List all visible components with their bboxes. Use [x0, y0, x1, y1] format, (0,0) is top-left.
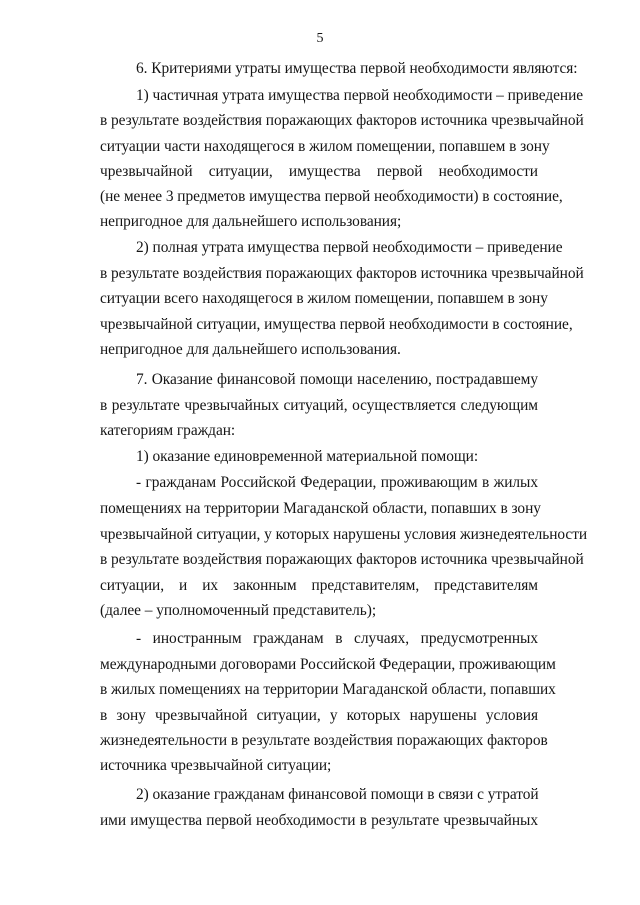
text-line: 7. Оказание финансовой помощи населению, пострадавшему	[136, 371, 538, 388]
text-line: ими имущества первой необходимости в результате чрезвычайных	[100, 812, 538, 829]
text-line: 1) частичная утрата имущества первой необходимости – приведение	[136, 87, 584, 104]
text-line: 2) полная утрата имущества первой необходимости – приведение	[136, 239, 563, 256]
text-line: - иностранным гражданам в случаях, предусмотренных	[136, 630, 538, 647]
text-line: помещениях на территории Магаданской области, попавших в зону	[100, 500, 541, 517]
text-line: в результате воздействия поражающих факторов источника чрезвычайной	[100, 551, 584, 568]
page-number: 5	[316, 31, 324, 46]
text-line: ситуации, и их законным представителям, представителям	[100, 577, 538, 594]
text-line: чрезвычайной ситуации, у которых нарушены условия жизнедеятельности	[100, 526, 588, 543]
text-line: в зону чрезвычайной ситуации, у которых нарушены условия	[100, 707, 538, 724]
text-line: в результате воздействия поражающих факторов источника чрезвычайной	[100, 112, 584, 129]
text-line: жизнедеятельности в результате воздействия поражающих факторов	[100, 732, 548, 749]
text-line: 2) оказание гражданам финансовой помощи в связи с утратой	[136, 786, 539, 803]
text-line: - гражданам Российской Федерации, проживающим в жилых	[136, 474, 538, 491]
text-line: в результате чрезвычайных ситуаций, осуществляется следующим	[100, 397, 538, 414]
text-line: категориям граждан:	[100, 422, 236, 439]
text-line: непригодное для дальнейшего использования;	[100, 213, 402, 230]
text-line: (далее – уполномоченный представитель);	[100, 602, 377, 619]
text-line: (не менее 3 предметов имущества первой необходимости) в состояние,	[100, 188, 563, 205]
text-line: чрезвычайной ситуации, имущества первой необходимости в состояние,	[100, 316, 573, 333]
text-line: непригодное для дальнейшего использования.	[100, 341, 401, 358]
text-line: в результате воздействия поражающих факторов источника чрезвычайной	[100, 265, 584, 282]
text-line: источника чрезвычайной ситуации;	[100, 757, 332, 774]
text-line: 6. Критериями утраты имущества первой необходимости являются:	[136, 60, 578, 77]
text-line: чрезвычайной ситуации, имущества первой необходимости	[100, 163, 538, 180]
text-line: международными договорами Российской Федерации, проживающим	[100, 656, 556, 673]
text-line: ситуации части находящегося в жилом помещении, попавшем в зону	[100, 138, 550, 155]
text-line: 1) оказание единовременной материальной помощи:	[136, 448, 479, 465]
text-line: в жилых помещениях на территории Магаданской области, попавших	[100, 681, 556, 698]
text-line: ситуации всего находящегося в жилом помещении, попавшем в зону	[100, 290, 548, 307]
